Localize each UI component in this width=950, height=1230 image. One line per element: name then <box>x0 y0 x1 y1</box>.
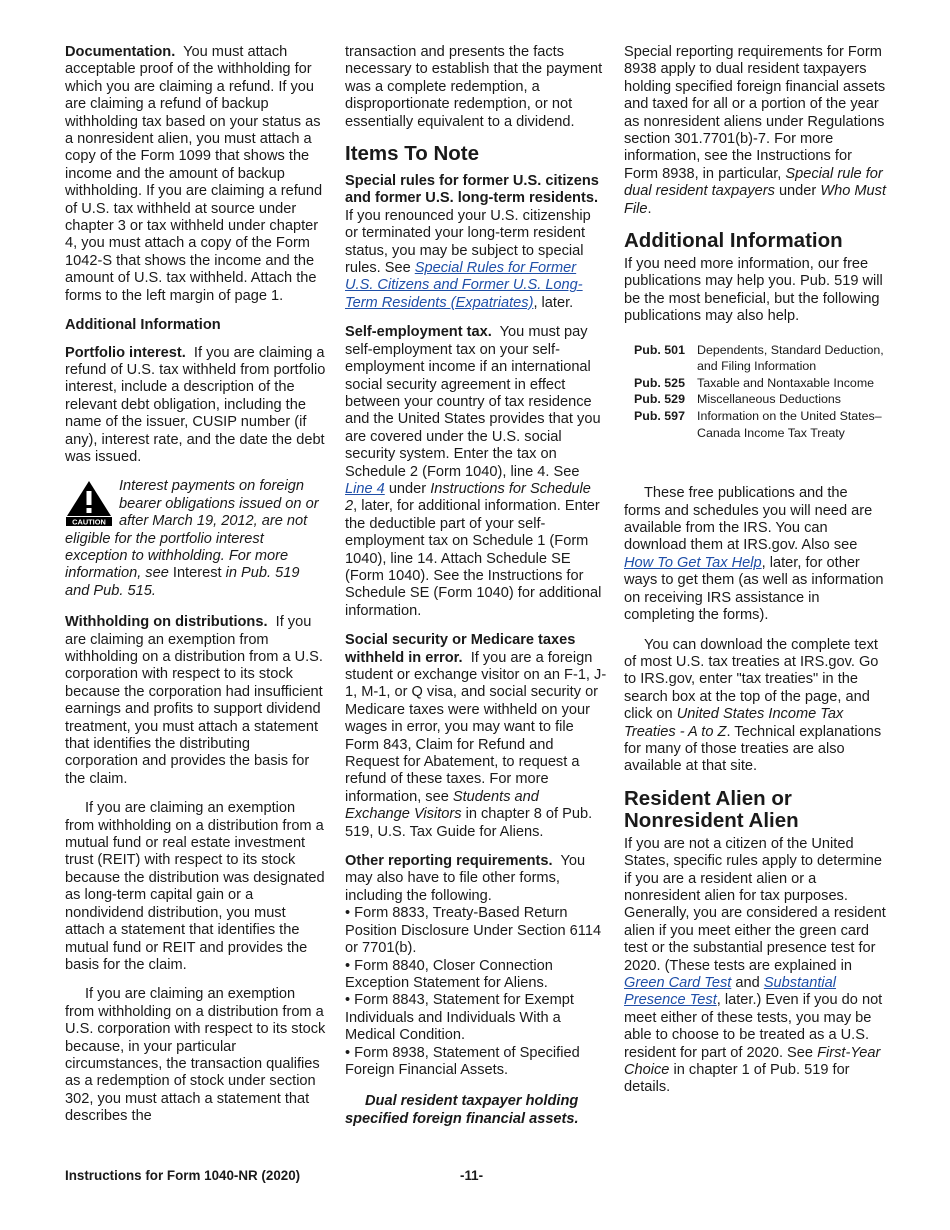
pub-number: Pub. 525 <box>634 375 685 390</box>
list-item: • Form 8840, Closer Connection Exception Statement for Aliens. <box>345 957 553 991</box>
dual-italic-1: Special rule for dual resident taxpayers <box>624 165 883 200</box>
column-3 <box>624 44 886 1109</box>
additional-information-text: If you need more information, our free publications may help you. Pub. 519 will be the most beneficial, but the following publications may also help. <box>624 256 883 325</box>
continuation-paragraph: transaction and presents the facts necessary to establish that the payment was a complete redemption, a disproportionate redemption, or not essentially equivalent to a dividend. <box>345 44 603 130</box>
pub-number: Pub. 529 <box>634 392 685 407</box>
portfolio-lead: Portfolio interest. <box>65 344 186 361</box>
social-security-text-2: in chapter 8 of Pub. 519, U.S. Tax Guide for Aliens. <box>345 806 593 840</box>
special-rules-text-1: If you renounced your U.S. citizenship or terminated your long-term resident status, you may be subject to special rules. See <box>345 207 591 277</box>
pub-title: Taxable and Nontaxable Income <box>697 375 875 390</box>
additional-information-heading: Additional Information <box>624 229 843 253</box>
publications-list <box>634 342 886 442</box>
free-publications-paragraph: These free publications and the forms and schedules you will need are available from the IRS. You can download them at IRS.gov. Also see How To Get Tax Help, later, for other ways to get them (as well as information on receiving IRS assistance in completing the forms). <box>624 485 884 624</box>
substantial-presence-test-link[interactable]: Substantial Presence Test <box>624 975 837 1009</box>
withholding-lead: Withholding on distributions. <box>65 614 268 631</box>
treaties-italic: United States Income Tax Treaties - A to Z <box>624 706 844 740</box>
pub-title: Miscellaneous Deductions <box>697 392 841 407</box>
social-security-italic: Students and Exchange Visitors <box>345 788 539 823</box>
pub-title: Dependents, Standard Deduction, and Filing Information <box>697 342 884 374</box>
social-security-paragraph <box>345 632 607 841</box>
self-employment-text-1: You must pay self-employment tax on your self-employment income if an international social security agreement in effect between your country of tax residence and the United States provides that you are covered under the U.S. social security system. Enter the tax on Schedule 2 (Form 1040), line 4. See <box>345 324 601 480</box>
documentation-text: You must attach acceptable proof of the withholding for which you are claiming a refund. If you are claiming a refund of backup withholding tax based on your status as a nonresident alien, you must attach a copy of the Form 1099 that shows the income and the amount of backup withholding. If you are claiming a refund of U.S. tax withheld at source under chapter 3 or tax withheld under chapter 4, you must attach a copy of the Form 1042-S that shows the income and the amount of U.S. tax withheld. Attach the forms to the left margin of page 1. <box>65 44 323 304</box>
resident-alien-paragraph: If you are not a citizen of the United States, specific rules apply to determine if you are a resident alien or a nonresident alien for tax purposes. Generally, you are considered a resident alien if you meet either the green card test or the substantial presence test for 2020. (These tests are explained in Green Card Test and Substantial Presence Test, later.) Even if you do not meet either of these tests, you may be able to choose to be treated as a U.S. resident for part of 2020. See First-Year Choice in chapter 1 of Pub. 519 for details. <box>624 835 886 1096</box>
social-security-lead: Social security or Medicare taxes withheld in error. <box>345 632 576 666</box>
self-employment-paragraph <box>345 324 607 620</box>
column-2 <box>345 44 607 1140</box>
resident-alien-heading: Resident Alien or Nonresident Alien <box>624 786 799 832</box>
first-year-choice-italic: First-Year Choice <box>624 1044 881 1079</box>
self-employment-italic: Instructions for Schedule 2 <box>345 480 591 515</box>
caution-text-1: Interest payments on foreign bearer obligations issued on or after March 19, 2012, are not eligible for the portfolio interest exception to withholding. For more information, see <box>65 478 319 582</box>
footer-form-title: Instructions for Form 1040-NR (2020) <box>65 1168 301 1183</box>
self-employment-text-2: under <box>384 480 431 497</box>
social-security-text-1: If you are a foreign student or exchange visitor on an F-1, J-1, M-1, or Q visa, and social security or Medicare taxes were withheld on your wages in error, you may want to file Form 843, Claim for Refund and Request for Abatement, to request a refund of these taxes. For more information, see <box>345 649 607 805</box>
line-4-link[interactable]: Line 4 <box>345 480 385 497</box>
other-reporting-lead: Other reporting requirements. <box>345 853 553 870</box>
withholding-distributions-paragraph <box>65 614 327 788</box>
documentation-lead: Documentation. <box>65 44 176 60</box>
how-to-get-tax-help-link[interactable]: How To Get Tax Help <box>624 554 762 571</box>
self-employment-lead: Self-employment tax. <box>345 324 492 341</box>
other-reporting-paragraph <box>345 853 607 905</box>
special-rules-lead: Special rules for former U.S. citizens and former U.S. long-term residents. <box>345 173 599 207</box>
caution-icon-label: CAUTION <box>72 517 106 527</box>
expatriates-link[interactable]: Special Rules for Former U.S. Citizens and Former U.S. Long-Term Residents (Expatriates) <box>345 260 583 311</box>
pub-title: Information on the United States–Canada Income Tax Treaty <box>697 409 882 440</box>
page-number: -11- <box>460 1168 484 1183</box>
other-reporting-text: You may also have to file other forms, including the following. <box>345 853 586 904</box>
withholding-text: If you are claiming an exemption from withholding on a distribution from a U.S. corporation with respect to its stock because the corporation had insufficient earnings and profits to support dividend treatment, you must attach a statement that identifies the distributing corporation and provides the basis for the claim. <box>65 614 323 787</box>
items-to-note-heading: Items To Note <box>345 142 480 166</box>
dual-resident-heading: Dual resident taxpayer holding specified foreign financial assets. <box>345 1093 579 1127</box>
special-rules-paragraph <box>345 173 607 312</box>
dual-italic-2: Who Must File <box>624 183 887 217</box>
redemption-paragraph: If you are claiming an exemption from withholding on a distribution from a U.S. corporation with respect to its stock because, in your particular circumstances, the transaction qualifies as a redemption of stock under section 302, you must attach a statement that describes the <box>65 986 326 1125</box>
caution-interest: Interest <box>172 565 222 582</box>
green-card-test-link[interactable]: Green Card Test <box>624 975 732 991</box>
reit-paragraph: If you are claiming an exemption from withholding on a distribution from a mutual fund or real estate investment trust (REIT) with respect to its stock because the distribution was designated as long-term capital gain or a nondividend distribution, you must attach a statement that identifies the mutual fund or REIT and provides the basis for the claim. <box>65 800 325 973</box>
column-1 <box>65 44 327 1138</box>
dual-resident-paragraph: Special reporting requirements for Form 8938 apply to dual resident taxpayers holding specified foreign financial assets and taxed for all or a portion of the year as nonresident aliens under Regulations section 301.7701(b)-7. For more information, see the Instructions for Form 8938, in particular, Special rule for dual resident taxpayers under Who Must File. <box>624 44 887 217</box>
list-item: • Form 8938, Statement of Specified Foreign Financial Assets. <box>345 1044 580 1078</box>
caution-icon <box>65 480 113 526</box>
caution-note <box>65 478 327 600</box>
special-rules-text-2: , later. <box>533 294 574 311</box>
self-employment-text-3: , later, for additional information. Enter the deductible part of your self-employment tax on Schedule 1 (Form 1040), line 14. Attach Schedule SE (Form 1040). See the Instructions for Schedule SE (Form 1040) for additional information. <box>345 498 602 619</box>
pub-number: Pub. 597 <box>634 409 685 424</box>
list-item: • Form 8843, Statement for Exempt Individuals and Individuals With a Medical Condition. <box>345 992 574 1044</box>
portfolio-text: If you are claiming a refund of U.S. tax withheld from portfolio interest, include a description of the relevant debt obligation, including the name of the issuer, CUSIP number (if any), interest rate, and the date the debt was issued. <box>65 344 326 465</box>
caution-text-2: in Pub. 519 and Pub. 515. <box>65 565 300 599</box>
list-item: • Form 8833, Treaty-Based Return Position Disclosure Under Section 6114 or 7701(b). <box>345 905 602 957</box>
portfolio-interest-paragraph <box>65 345 327 467</box>
tax-treaties-paragraph: You can download the complete text of most U.S. tax treaties at IRS.gov. Go to IRS.gov, enter "tax treaties" in the search box at the top of the page, and click on United States Income Tax Treaties - A to Z. Technical explanations for many of those treaties are also available at that site. <box>624 636 882 775</box>
documentation-paragraph <box>65 44 327 305</box>
pub-number: Pub. 501 <box>634 342 685 357</box>
additional-information-subheading: Additional Information <box>65 317 221 334</box>
